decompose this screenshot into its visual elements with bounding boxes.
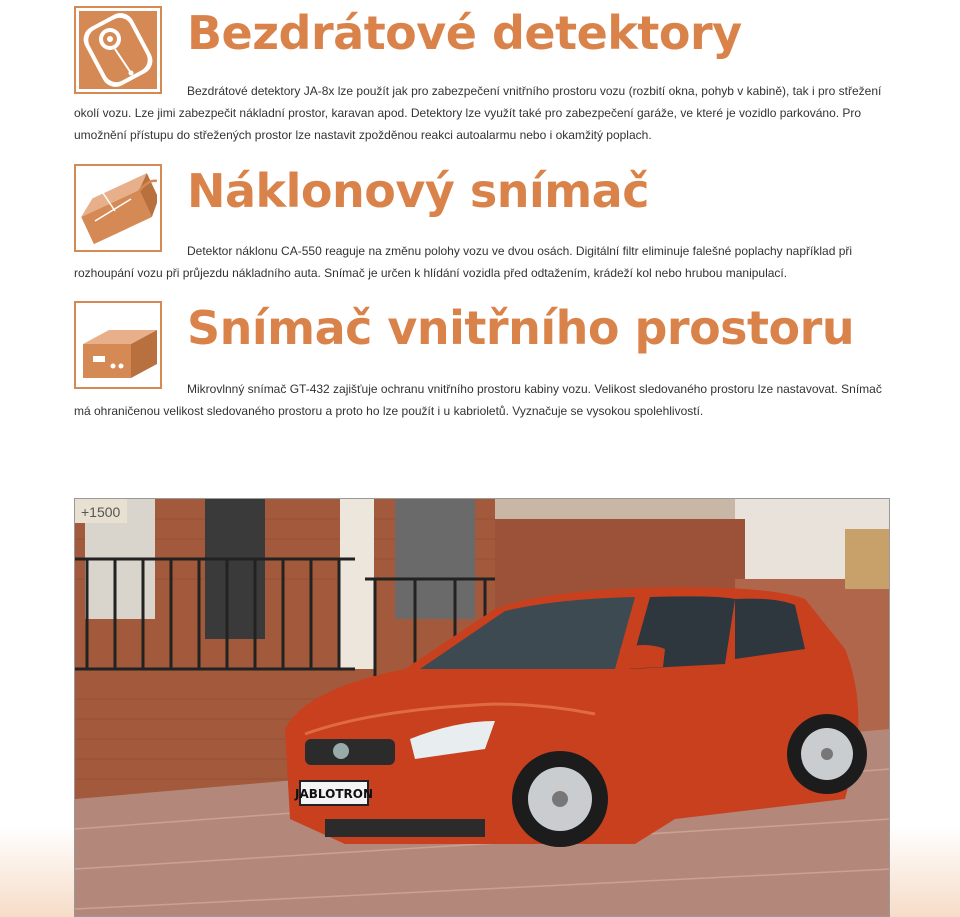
paragraph-tilt-sensor: Detektor náklonu CA-550 reaguje na změnu polohy vozu ve dvou osách. Digitální filtr eliminuje falešné poplachy například při rozhoupání vozu při průjezdu nákladního auta. Snímač je určen k hlídání vozidla před odtažením, krádeží kol nebo hrubou manipulací. (74, 244, 853, 280)
heading-tilt-sensor: Náklonový snímač (187, 164, 649, 218)
car-photo-illustration (75, 499, 890, 917)
paragraph-wireless-detectors: Bezdrátové detektory JA-8x lze použít jak pro zabezpečení vnitřního prostoru vozu (rozbití okna, pohyb v kabině), tak i pro střežení okolí vozu. Lze jimi zabezpečit nákladní prostor, karavan apod. Detektory lze využít také pro zabezpečení garáže, ve které je vozidlo parkováno. Pro umožnění přístupu do střežených prostor lze nastavit zpožděnou reakci autoalarmu nebo i okamžitý poplach. (74, 84, 882, 142)
tilt-sensor-icon (74, 164, 162, 252)
license-plate-text: JABLOTRON (295, 787, 373, 801)
heading-wireless-detectors: Bezdrátové detektory (187, 6, 742, 60)
car-photo (74, 498, 890, 917)
paragraph-interior-sensor: Mikrovlnný snímač GT-432 zajišťuje ochranu vnitřního prostoru kabiny vozu. Velikost sledovaného prostoru lze nastavovat. Snímač má ohraničenou velikost sledovaného prostoru a proto ho lze použít i u kabrioletů. Vyznačuje se vysokou spolehlivostí. (74, 382, 882, 418)
shop-sign-text: +1500 (81, 504, 121, 520)
interior-sensor-icon (74, 301, 162, 389)
heading-interior-sensor: Snímač vnitřního prostoru (187, 301, 855, 355)
